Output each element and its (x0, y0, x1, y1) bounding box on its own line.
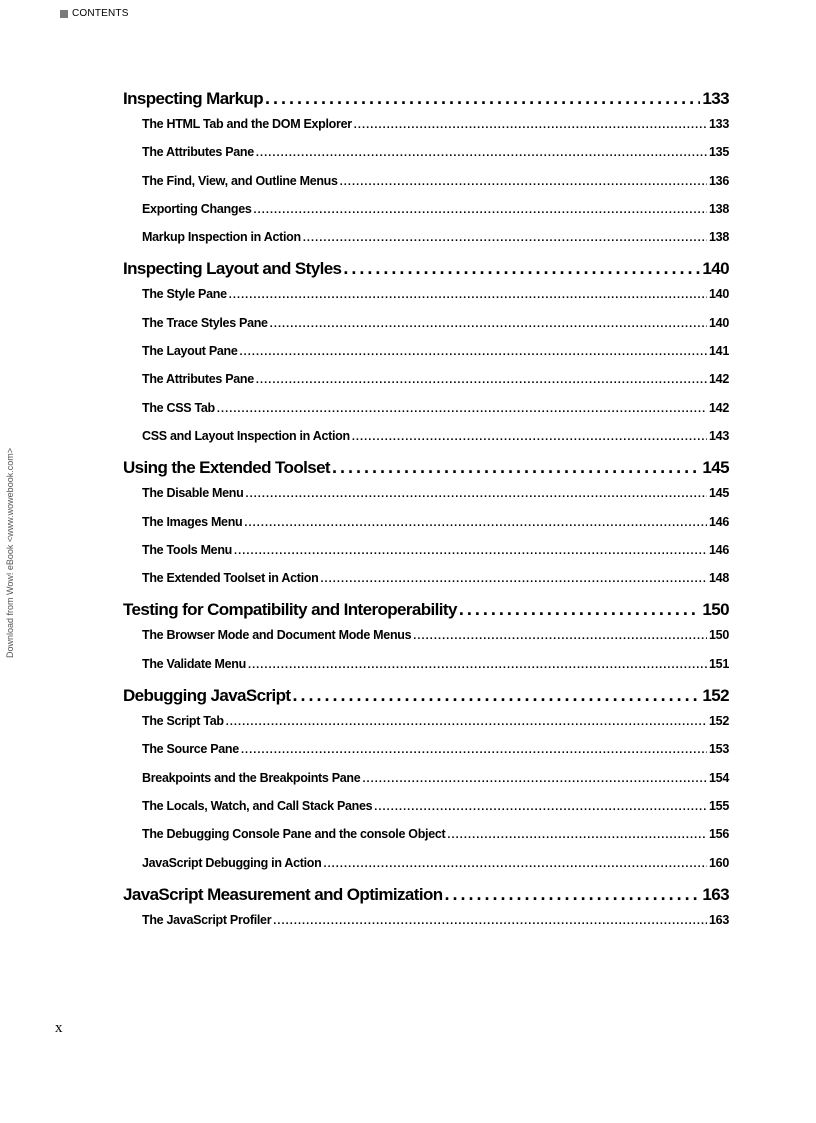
toc-subsection-entry (123, 316, 729, 344)
toc-entry-page: 148 (709, 571, 729, 586)
toc-section-entry (123, 258, 729, 287)
toc-entry-page: 135 (709, 145, 729, 160)
toc-entry-title: The Images Menu (142, 514, 243, 529)
watermark-text: Download from Wow! eBook <www.wowebook.com> (5, 448, 15, 658)
toc-entry-page: 155 (709, 798, 729, 813)
dot-leader (265, 88, 700, 109)
toc-subsection-entry (123, 657, 729, 685)
toc-entry-page: 160 (709, 855, 729, 870)
toc-subsection-entry (123, 287, 729, 315)
dot-leader (292, 685, 700, 706)
toc-entry-page: 133 (709, 117, 729, 131)
toc-subsection-entry (123, 827, 729, 855)
toc-entry-title: JavaScript Measurement and Optimization (123, 884, 443, 904)
toc-entry-page: 138 (709, 230, 729, 245)
toc-entry-title: The JavaScript Profiler (142, 912, 272, 927)
toc-entry-title: The Locals, Watch, and Call Stack Panes (142, 798, 373, 813)
toc-subsection-entry (123, 571, 729, 599)
toc-subsection-entry (123, 429, 729, 457)
toc-section-entry (123, 599, 729, 628)
toc-entry-title: The Attributes Pane (142, 145, 254, 160)
toc-entry-title: The Style Pane (142, 287, 227, 302)
dot-leader (445, 884, 701, 905)
toc-subsection-entry (123, 771, 729, 799)
page-number: x (55, 1020, 63, 1036)
toc-entry-title: Markup Inspection in Action (142, 230, 301, 245)
toc-subsection-entry (123, 486, 729, 514)
toc-subsection-entry (123, 856, 729, 884)
toc-subsection-entry (123, 742, 729, 770)
toc-subsection-entry (123, 372, 729, 400)
toc-entry-title: The Script Tab (142, 714, 224, 729)
toc-subsection-entry (123, 913, 729, 941)
toc-entry-page: 152 (709, 714, 729, 729)
toc-entry-page: 142 (709, 372, 729, 387)
toc-subsection-entry (123, 799, 729, 827)
dot-leader (340, 174, 707, 188)
dot-leader (362, 771, 707, 785)
toc-entry-page: 153 (709, 742, 729, 757)
toc-entry-title: The Trace Styles Pane (142, 315, 268, 330)
toc-entry-title: Debugging JavaScript (123, 686, 291, 706)
toc-section-entry (123, 457, 729, 486)
dot-leader (217, 401, 707, 415)
toc-entry-page: 145 (709, 486, 729, 501)
toc-section-entry (123, 88, 729, 117)
dot-leader (343, 258, 700, 279)
toc-section-entry (123, 685, 729, 714)
toc-entry-page: 145 (702, 458, 729, 478)
toc-entry-page: 146 (709, 542, 729, 557)
toc-entry-title: The Attributes Pane (142, 372, 254, 387)
toc-subsection-entry (123, 543, 729, 571)
running-header (60, 8, 129, 19)
toc-entry-page: 152 (702, 686, 729, 706)
dot-leader (256, 372, 707, 386)
toc-subsection-entry (123, 714, 729, 742)
toc-entry-title: The Debugging Console Pane and the console Object (142, 827, 446, 842)
toc-entry-page: 141 (709, 344, 729, 359)
toc-entry-page: 140 (702, 259, 729, 279)
table-of-contents (123, 88, 729, 941)
toc-entry-title: JavaScript Debugging in Action (142, 855, 322, 870)
toc-entry-page: 156 (709, 827, 729, 842)
dot-leader (256, 145, 707, 159)
dot-leader (352, 429, 707, 443)
toc-entry-page: 140 (709, 315, 729, 330)
toc-entry-title: Using the Extended Toolset (123, 458, 330, 478)
dot-leader (413, 628, 707, 642)
toc-entry-title: Testing for Compatibility and Interoperability (123, 600, 457, 620)
toc-entry-page: 154 (709, 770, 729, 785)
toc-entry-page: 143 (709, 428, 729, 443)
dot-leader (229, 287, 707, 301)
toc-entry-title: The Extended Toolset in Action (142, 571, 319, 586)
toc-entry-page: 146 (709, 514, 729, 529)
dot-leader (234, 543, 707, 557)
dot-leader (354, 117, 707, 131)
dot-leader (320, 571, 707, 585)
toc-entry-title: The CSS Tab (142, 400, 215, 415)
dot-leader (241, 742, 707, 756)
toc-entry-title: The Validate Menu (142, 656, 246, 671)
toc-entry-page: 151 (709, 656, 729, 671)
toc-subsection-entry (123, 230, 729, 258)
dot-leader (248, 657, 707, 671)
toc-subsection-entry (123, 628, 729, 656)
dot-leader (244, 515, 707, 529)
toc-entry-title: The Browser Mode and Document Mode Menus (142, 628, 412, 643)
dot-leader (374, 799, 707, 813)
toc-entry-page: 140 (709, 287, 729, 302)
toc-subsection-entry (123, 117, 729, 145)
toc-entry-title: The Find, View, and Outline Menus (142, 173, 338, 188)
toc-entry-page: 142 (709, 400, 729, 415)
toc-entry-title: The Source Pane (142, 742, 239, 757)
toc-entry-title: Inspecting Markup (123, 89, 263, 108)
toc-entry-title: Inspecting Layout and Styles (123, 259, 342, 279)
dot-leader (226, 714, 707, 728)
dot-leader (254, 202, 708, 216)
dot-leader (240, 344, 708, 358)
toc-entry-page: 150 (709, 628, 729, 643)
toc-entry-page: 133 (702, 89, 729, 108)
toc-entry-title: CSS and Layout Inspection in Action (142, 428, 350, 443)
square-icon (60, 10, 68, 18)
toc-subsection-entry (123, 145, 729, 173)
toc-entry-page: 163 (709, 912, 729, 927)
toc-entry-page: 163 (702, 884, 729, 904)
toc-section-entry (123, 884, 729, 913)
dot-leader (332, 457, 700, 478)
toc-entry-title: Breakpoints and the Breakpoints Pane (142, 770, 361, 785)
toc-subsection-entry (123, 344, 729, 372)
toc-subsection-entry (123, 515, 729, 543)
dot-leader (323, 856, 707, 870)
dot-leader (447, 827, 707, 841)
toc-subsection-entry (123, 202, 729, 230)
dot-leader (270, 316, 707, 330)
toc-entry-title: Exporting Changes (142, 201, 252, 216)
toc-entry-title: The HTML Tab and the DOM Explorer (142, 117, 352, 131)
toc-entry-page: 138 (709, 201, 729, 216)
toc-subsection-entry (123, 174, 729, 202)
dot-leader (245, 486, 707, 500)
toc-entry-title: The Tools Menu (142, 542, 233, 557)
dot-leader (459, 599, 701, 620)
running-header-label: CONTENTS (72, 8, 129, 19)
toc-entry-page: 136 (709, 173, 729, 188)
dot-leader (273, 913, 707, 927)
toc-entry-page: 150 (702, 600, 729, 620)
toc-entry-title: The Disable Menu (142, 486, 244, 501)
toc-entry-title: The Layout Pane (142, 344, 238, 359)
toc-subsection-entry (123, 401, 729, 429)
dot-leader (303, 230, 707, 244)
